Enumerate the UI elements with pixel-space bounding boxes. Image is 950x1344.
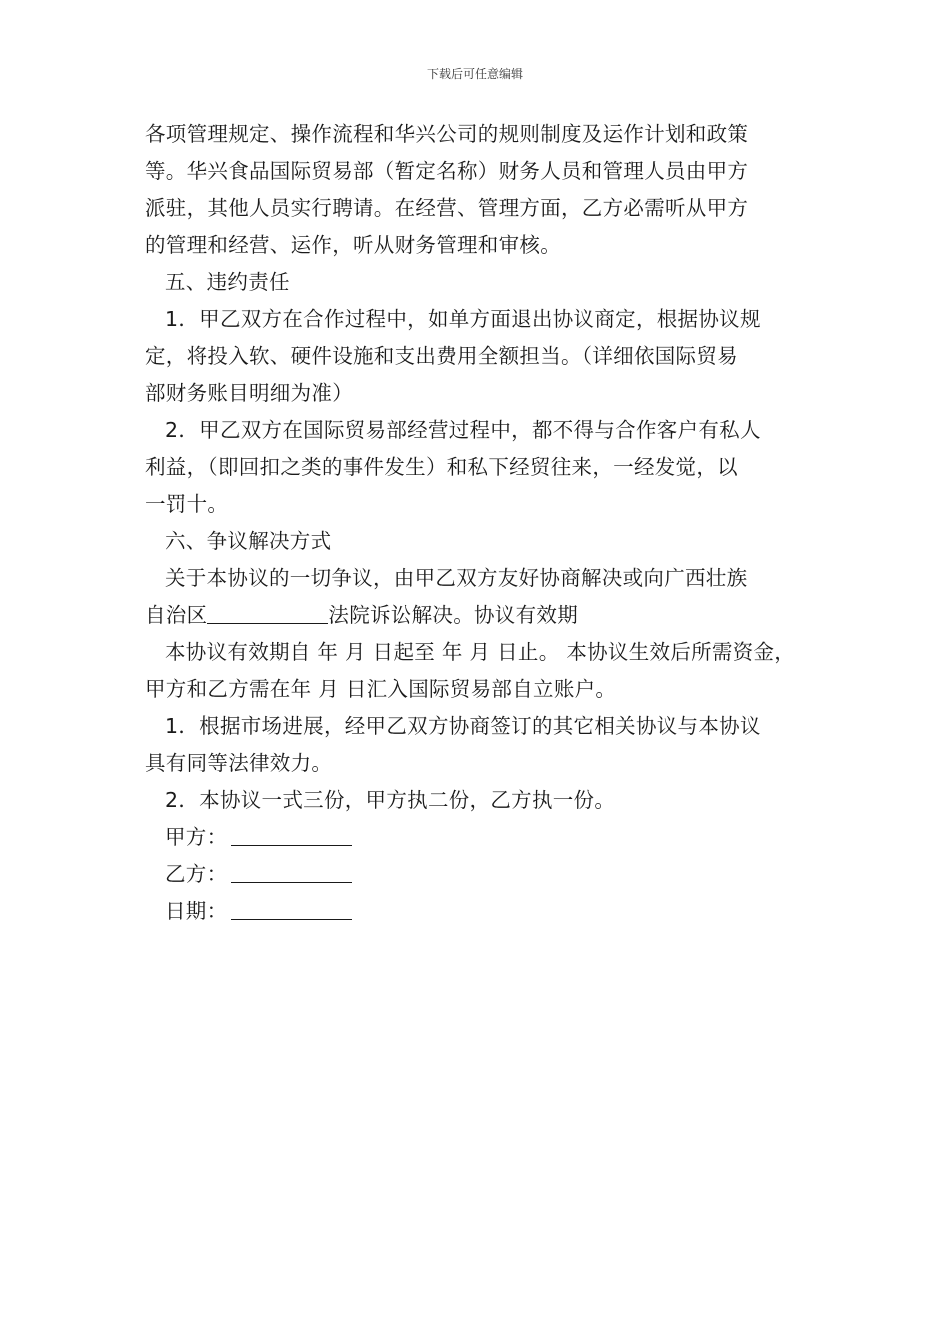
dispute-line-2	[145, 597, 815, 634]
dispute-line-2-suffix: 法院诉讼解决。协议有效期	[328, 603, 579, 627]
signature-party-b	[145, 856, 815, 893]
clause-1-line-1: 1．根据市场进展，经甲乙双方协商签订的其它相关协议与本协议	[165, 714, 761, 738]
validity-line-2: 甲方和乙方需在年 月 日汇入国际贸易部自立账户。	[145, 677, 617, 701]
intro-line-4: 的管理和经营、运作，听从财务管理和审核。	[145, 233, 561, 257]
court-name-blank[interactable]	[207, 603, 328, 624]
signature-party-a	[145, 819, 815, 856]
section-5-item-2-line-3: 一罚十。	[145, 492, 229, 516]
party-a-label: 甲方：	[165, 825, 228, 849]
validity-line-1: 本协议有效期自 年 月 日起至 年 月 日止。 本协议生效后所需资金，	[165, 640, 796, 664]
section-5-heading: 五、违约责任	[165, 270, 290, 294]
document-body	[145, 116, 815, 930]
section-5-item-1-line-3: 部财务账目明细为准）	[145, 381, 353, 405]
dispute-line-2-prefix: 自治区	[145, 603, 208, 627]
intro-line-2: 等。华兴食品国际贸易部（暂定名称）财务人员和管理人员由甲方	[145, 159, 749, 183]
clause-2-line-1: 2．本协议一式三份，甲方执二份，乙方执一份。	[165, 788, 616, 812]
date-blank[interactable]	[231, 899, 352, 920]
party-b-signature-blank[interactable]	[231, 862, 352, 883]
section-6-heading: 六、争议解决方式	[165, 529, 332, 553]
party-b-label: 乙方：	[165, 862, 228, 886]
section-5-item-1-line-1: 1．甲乙双方在合作过程中，如单方面退出协议商定，根据协议规	[165, 307, 761, 331]
intro-line-1: 各项管理规定、操作流程和华兴公司的规则制度及运作计划和政策	[145, 122, 749, 146]
date-label: 日期：	[165, 899, 228, 923]
party-a-signature-blank[interactable]	[231, 825, 352, 846]
section-5-item-2-line-1: 2．甲乙双方在国际贸易部经营过程中，都不得与合作客户有私人	[165, 418, 761, 442]
intro-line-3: 派驻，其他人员实行聘请。在经营、管理方面，乙方必需听从甲方	[145, 196, 749, 220]
signature-date	[145, 893, 815, 930]
clause-1-line-2: 具有同等法律效力。	[145, 751, 333, 775]
page-header-note: 下载后可任意编辑	[426, 67, 523, 81]
section-5-item-2-line-2: 利益，（即回扣之类的事件发生）和私下经贸往来，一经发觉，以	[145, 455, 738, 479]
dispute-line-1: 关于本协议的一切争议，由甲乙双方友好协商解决或向广西壮族	[165, 566, 748, 590]
section-5-item-1-line-2: 定，将投入软、硬件设施和支出费用全额担当。（详细依国际贸易	[145, 344, 738, 368]
